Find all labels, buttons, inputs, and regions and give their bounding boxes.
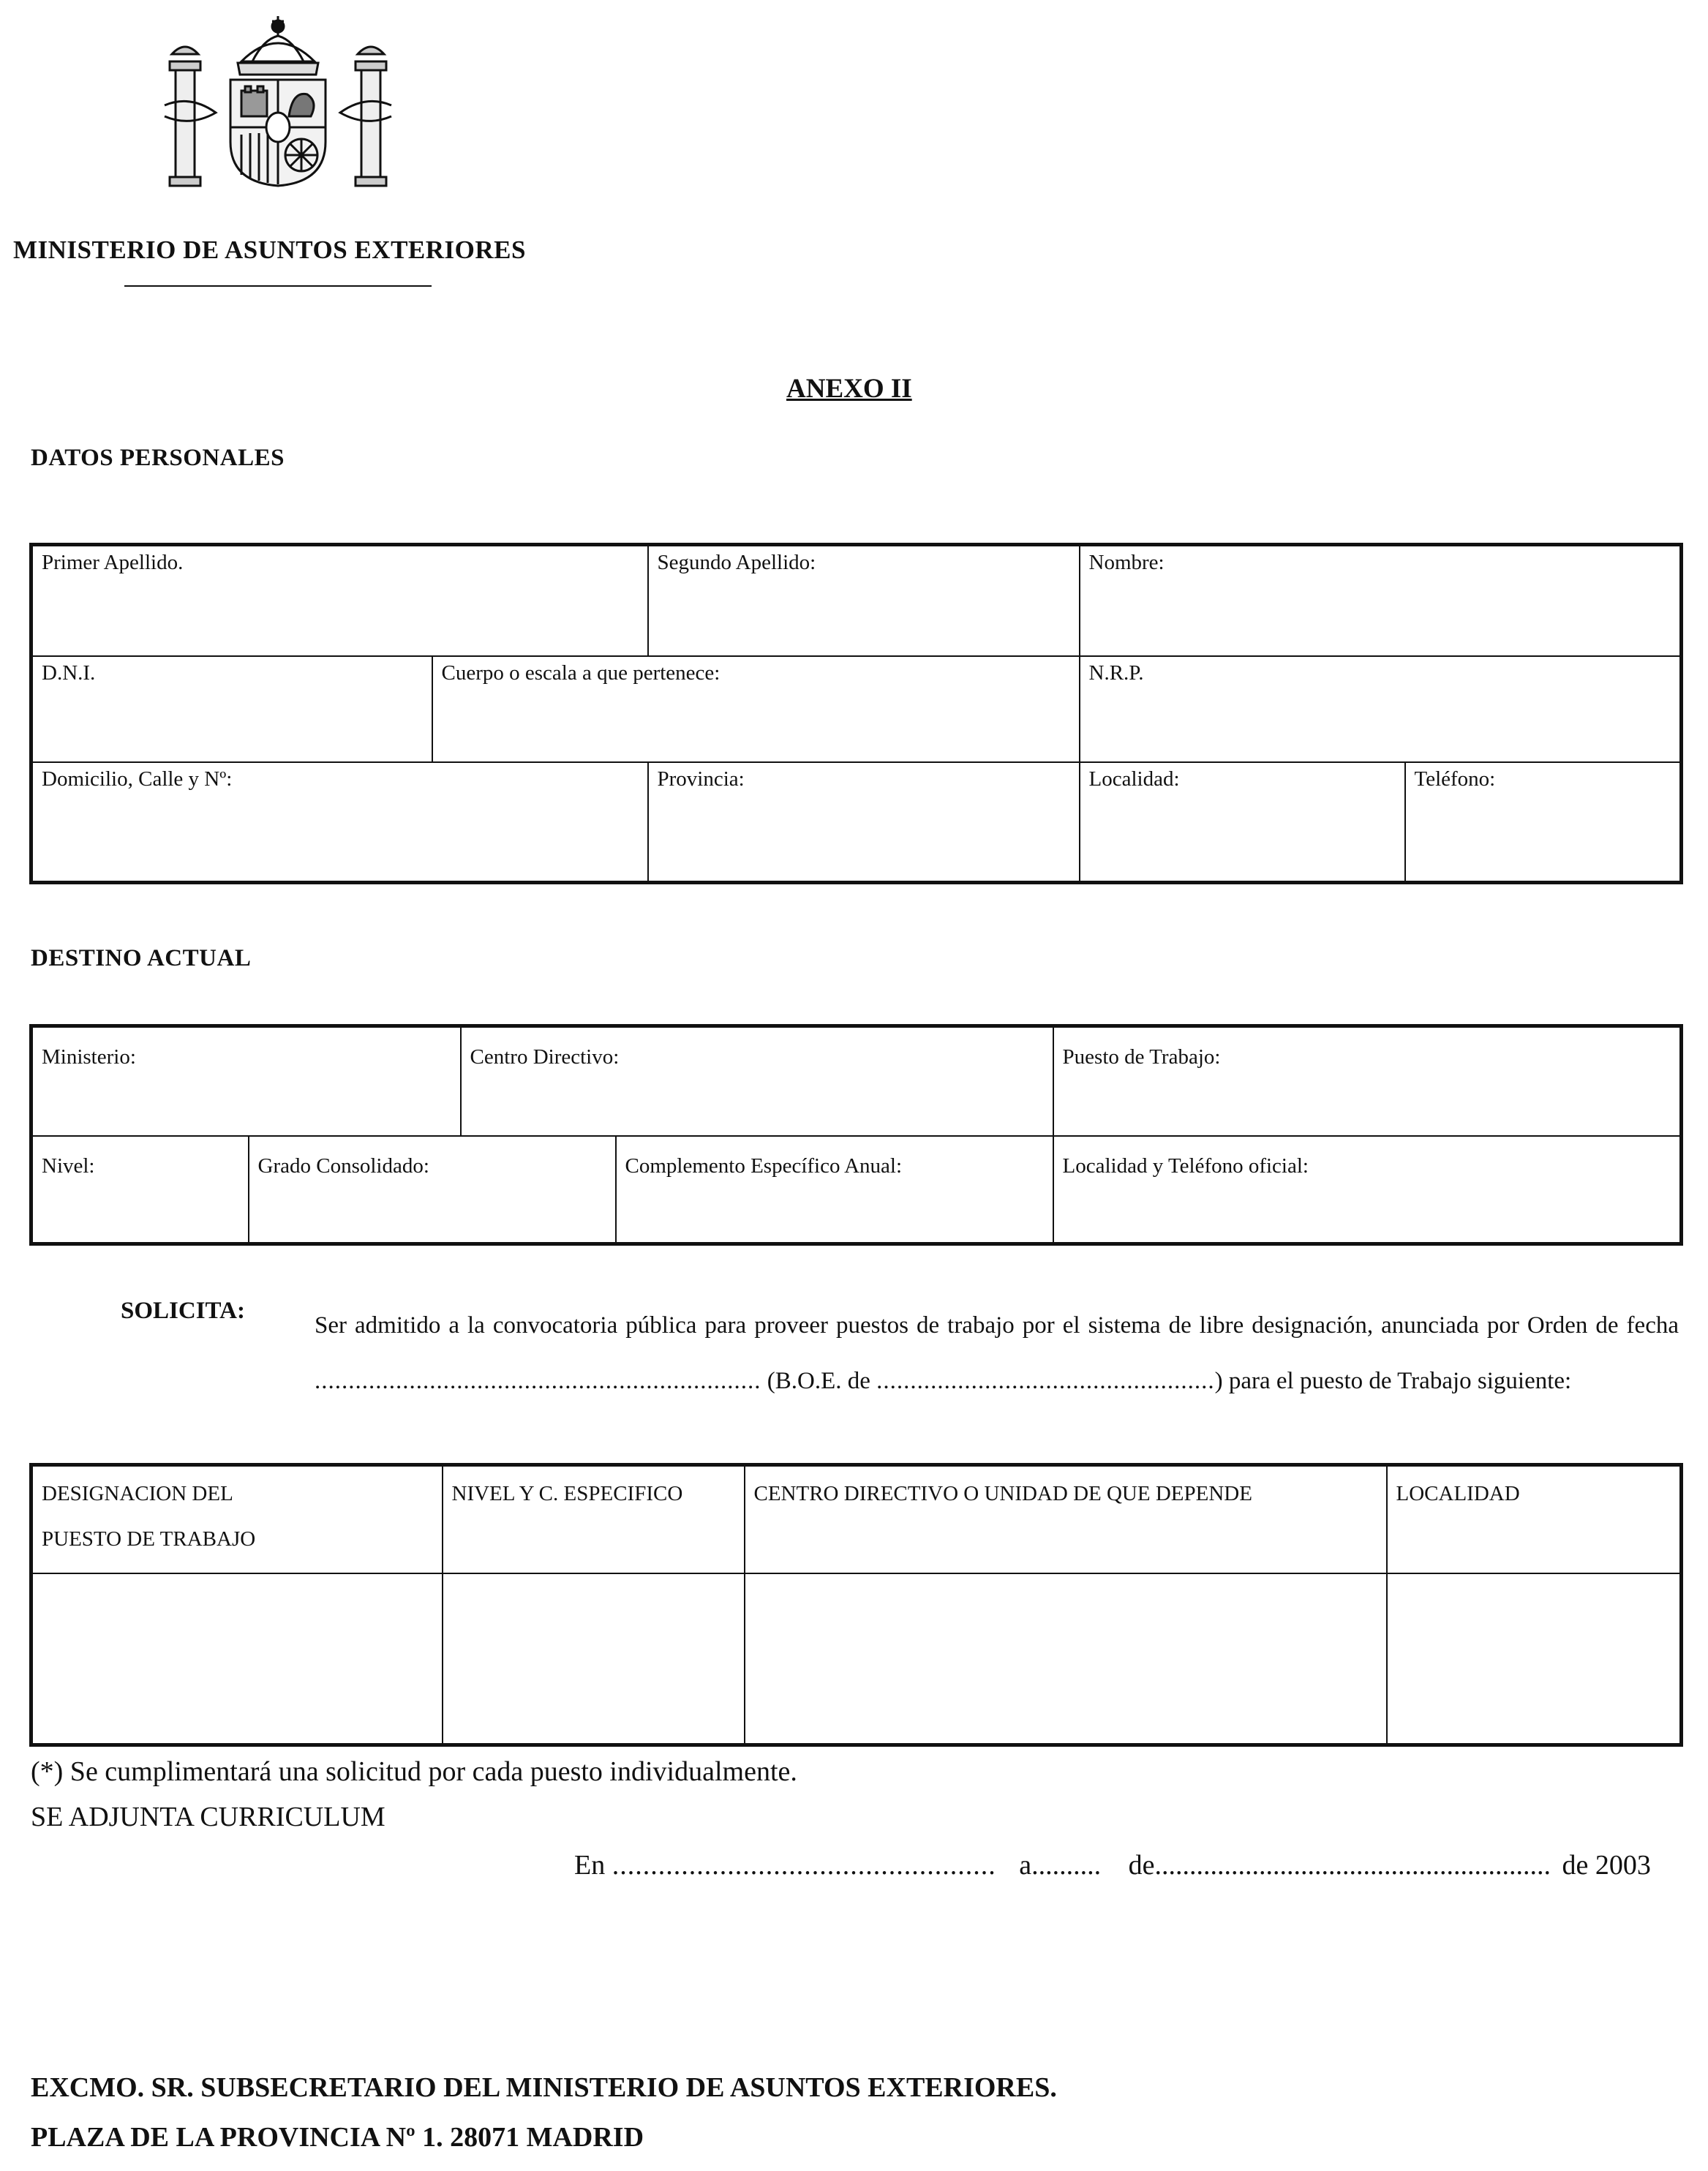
header-localidad-label: LOCALIDAD — [1396, 1482, 1520, 1505]
field-puesto-trabajo[interactable] — [1053, 1026, 1682, 1136]
solicita-text-part1: Ser admitido a la convocatoria pública para proveer puestos de trabajo por el sistema de libre designación, anunciada por Orden de fecha — [315, 1312, 1679, 1339]
cell-nivel[interactable] — [443, 1573, 745, 1745]
header-nivel-label: NIVEL Y C. ESPECIFICO — [451, 1482, 683, 1505]
section-heading-destino-actual: DESTINO ACTUAL — [31, 945, 252, 971]
addressee-line1: EXCMO. SR. SUBSECRETARIO DEL MINISTERIO DE ASUNTOS EXTERIORES. — [31, 2072, 1057, 2103]
section-heading-datos-personales: DATOS PERSONALES — [31, 445, 285, 471]
label-puesto-trabajo: Puesto de Trabajo: — [1062, 1045, 1221, 1069]
personal-data-table — [29, 543, 1683, 884]
solicita-text-part2: (B.O.E. de — [767, 1368, 870, 1394]
current-post-table — [29, 1024, 1683, 1246]
field-nrp[interactable] — [1080, 656, 1682, 762]
label-complemento-especifico: Complemento Específico Anual: — [625, 1154, 903, 1178]
field-grado-consolidado[interactable] — [249, 1136, 616, 1244]
field-ministerio[interactable] — [31, 1026, 461, 1136]
field-localidad[interactable] — [1080, 762, 1405, 883]
addressee-line2: PLAZA DE LA PROVINCIA Nº 1. 28071 MADRID — [31, 2122, 644, 2153]
solicita-label: SOLICITA: — [121, 1298, 245, 1324]
date-day-field[interactable]: a.......... — [1019, 1850, 1102, 1881]
field-segundo-apellido[interactable] — [648, 545, 1080, 656]
adjunta-curriculum: SE ADJUNTA CURRICULUM — [31, 1802, 385, 1832]
requested-post-table — [29, 1463, 1683, 1747]
field-telefono[interactable] — [1405, 762, 1682, 883]
label-localidad: Localidad: — [1088, 767, 1180, 791]
header-centro-directivo-label: CENTRO DIRECTIVO O UNIDAD DE QUE DEPENDE — [753, 1482, 1252, 1505]
field-nivel[interactable] — [31, 1136, 249, 1244]
header-designacion — [31, 1465, 443, 1573]
label-nrp: N.R.P. — [1088, 661, 1144, 685]
cell-designacion[interactable] — [31, 1573, 443, 1745]
field-primer-apellido[interactable] — [31, 545, 648, 656]
date-place-field[interactable]: .................................................. — [612, 1850, 996, 1881]
ministry-name: MINISTERIO DE ASUNTOS EXTERIORES — [13, 236, 526, 264]
label-cuerpo-escala: Cuerpo o escala a que pertenece: — [441, 661, 721, 685]
label-nivel: Nivel: — [42, 1154, 95, 1178]
header-designacion-line2: PUESTO DE TRABAJO — [42, 1527, 256, 1551]
cell-centro-directivo[interactable] — [745, 1573, 1387, 1745]
field-localidad-telefono-oficial[interactable] — [1053, 1136, 1682, 1244]
label-dni: D.N.I. — [42, 661, 96, 685]
label-provincia: Provincia: — [657, 767, 745, 791]
field-complemento-especifico[interactable] — [616, 1136, 1053, 1244]
date-year: de 2003 — [1562, 1850, 1651, 1881]
date-en-label: En — [574, 1850, 606, 1881]
note-text: (*) Se cumplimentará una solicitud por cada puesto individualmente. — [31, 1756, 797, 1787]
ministry-underline — [124, 285, 432, 287]
header-designacion-line1: DESIGNACION DEL — [42, 1482, 233, 1505]
date-month-field[interactable]: de......................................................... — [1128, 1850, 1551, 1881]
field-cuerpo-escala[interactable] — [432, 656, 1080, 762]
header-centro-directivo — [745, 1465, 1387, 1573]
label-localidad-telefono-oficial: Localidad y Teléfono oficial: — [1062, 1154, 1309, 1178]
label-primer-apellido: Primer Apellido. — [42, 551, 184, 574]
solicita-paragraph — [315, 1298, 1679, 1409]
header-localidad — [1387, 1465, 1682, 1573]
coat-of-arms-emblem — [161, 10, 395, 189]
header-nivel — [443, 1465, 745, 1573]
solicita-text-part3: ) para el puesto de Trabajo siguiente: — [1214, 1368, 1572, 1394]
document-title: ANEXO II — [786, 374, 912, 404]
label-grado-consolidado: Grado Consolidado: — [257, 1154, 429, 1178]
label-nombre: Nombre: — [1088, 551, 1165, 574]
field-provincia[interactable] — [648, 762, 1080, 883]
field-nombre[interactable] — [1080, 545, 1682, 656]
field-dni[interactable] — [31, 656, 432, 762]
label-segundo-apellido: Segundo Apellido: — [657, 551, 816, 574]
label-ministerio: Ministerio: — [42, 1045, 136, 1069]
label-centro-directivo: Centro Directivo: — [470, 1045, 620, 1069]
orden-fecha-field[interactable]: .................................................................. — [315, 1368, 761, 1394]
boe-fecha-field[interactable]: .................................................. — [876, 1368, 1215, 1394]
label-domicilio: Domicilio, Calle y Nº: — [42, 767, 233, 791]
field-centro-directivo[interactable] — [461, 1026, 1053, 1136]
cell-localidad[interactable] — [1387, 1573, 1682, 1745]
field-domicilio[interactable] — [31, 762, 648, 883]
date-line — [574, 1849, 1651, 1881]
label-telefono: Teléfono: — [1414, 767, 1496, 791]
